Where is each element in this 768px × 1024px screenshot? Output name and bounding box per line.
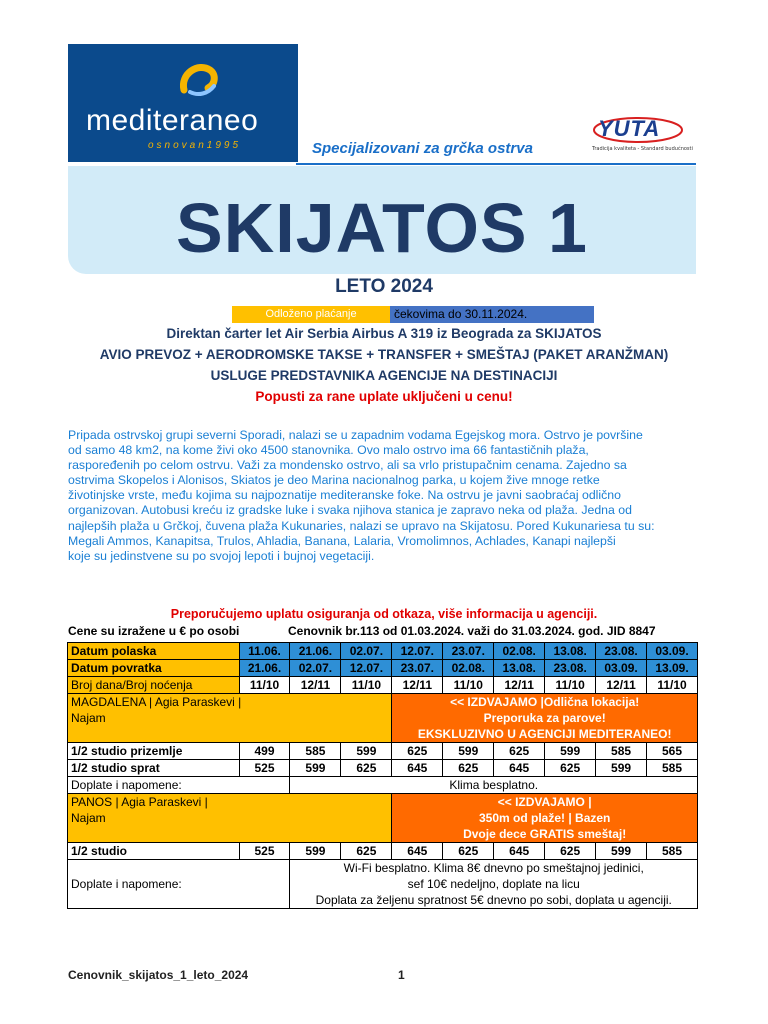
footer-filename: Cenovnik_skijatos_1_leto_2024 [68, 968, 249, 982]
nights-value: 11/10 [545, 677, 596, 694]
room-type-label: 1/2 studio prizemlje [68, 743, 240, 760]
price-cell: 599 [596, 760, 647, 777]
promo-line: Popusti za rane uplate uključeni u cenu! [255, 389, 513, 404]
departure-date: 02.07. [341, 643, 392, 660]
price-cell: 585 [647, 843, 698, 860]
hotel-highlight [392, 694, 698, 743]
nights-value: 11/10 [239, 677, 290, 694]
notes-row [68, 777, 698, 794]
price-cell: 525 [239, 843, 290, 860]
description-line: koje su jedinstvene su po svojoj lepoti i bujnoj vegetaciji. [68, 548, 375, 563]
price-cell: 625 [545, 843, 596, 860]
tagline: Specijalizovani za grčka ostrva [312, 140, 533, 157]
price-cell: 599 [596, 843, 647, 860]
description-line: Pripada ostrvskoj grupi severni Sporadi, nalazi se u zapadnim vodama Egejskog mora. Ostrvo je površine [68, 428, 643, 442]
price-cell: 585 [290, 743, 341, 760]
price-cell: 625 [341, 843, 392, 860]
highlight-line: << IZDVAJAMO |Odlična lokacija! [450, 695, 640, 709]
highlight-line: Preporuka za parove! [483, 711, 606, 725]
nights-value: 12/11 [494, 677, 545, 694]
destination-description [68, 428, 700, 564]
hotel-name-line: Najam [71, 711, 106, 725]
price-cell: 645 [392, 760, 443, 777]
return-date: 13.08. [494, 660, 545, 677]
highlight-line: 350m od plaže! | Bazen [478, 811, 611, 825]
price-cell: 599 [545, 743, 596, 760]
hotel-name-line: PANOS | Agia Paraskevi | [71, 795, 208, 809]
nights-row [68, 677, 698, 694]
deferred-payment-badge: Odloženo plaćanje [232, 306, 390, 323]
price-cell: 585 [596, 743, 647, 760]
highlight-line: Dvoje dece GRATIS smeštaj! [463, 827, 627, 841]
price-cell: 645 [494, 760, 545, 777]
nights-value: 12/11 [392, 677, 443, 694]
departure-date: 13.08. [545, 643, 596, 660]
price-cell: 625 [443, 760, 494, 777]
info-line-3: USLUGE PREDSTAVNIKA AGENCIJE NA DESTINACIJI [210, 368, 558, 383]
partner-name: YUTA [598, 116, 661, 141]
hotel-name-line: Najam [71, 811, 106, 825]
brand-founded: osnovan1995 [148, 140, 242, 151]
price-cell: 625 [494, 743, 545, 760]
wave-logo-icon [176, 60, 220, 104]
price-cell: 499 [239, 743, 290, 760]
description-line: najlepših plaža u Grčkoj, čuvena plaža Kukunaries, nalazi se upravo na Skijatosu. Pored Kukunariesa tu su: [68, 518, 655, 533]
season-label: LETO 2024 [335, 276, 433, 297]
room-price-row [68, 743, 698, 760]
room-type-label: 1/2 studio [68, 843, 240, 860]
departure-date: 23.07. [443, 643, 494, 660]
price-cell: 599 [341, 743, 392, 760]
notes-line: Wi-Fi besplatno. Klima 8€ dnevno po smeštajnoj jedinici, [343, 861, 644, 875]
description-line: raspoređenih po celom ostrvu. Važi za mondensko ostrvo, ali sa vrlo pristupačnim cenama. Zajedno sa [68, 458, 627, 473]
notes-label: Doplate i napomene: [68, 777, 290, 794]
return-date: 13.09. [647, 660, 698, 677]
price-cell: 645 [494, 843, 545, 860]
info-line-1: Direktan čarter let Air Serbia Airbus A 319 iz Beograda za SKIJATOS [166, 326, 602, 341]
price-cell: 599 [290, 843, 341, 860]
hotel-header-row [68, 694, 698, 743]
title-banner [68, 166, 696, 274]
description-line: životinjske vrste, među kojima su najpoznatije mediteranske foke. Na ostrvu je javni saobraćaj odlično [68, 488, 621, 503]
departure-date: 02.08. [494, 643, 545, 660]
pricelist-reference: Cenovnik br.113 od 01.03.2024. važi do 31.03.2024. god. JID 8847 [288, 624, 656, 638]
description-line: ostrvima Skopelos i Alonisos, Skiatos je deo Marina nacionalnog parka, u kojem žive mnoge retke [68, 473, 600, 488]
notes-text [290, 777, 698, 794]
checks-payment-badge: čekovima do 30.11.2024. [390, 306, 594, 323]
price-cell: 599 [290, 760, 341, 777]
description-line: od samo 48 km2, na kome živi oko 4500 stanovnika. Ovo malo ostrvo ima 66 fantastičnih plaža, [68, 443, 589, 458]
nights-value: 11/10 [443, 677, 494, 694]
departure-label: Datum polaska [68, 643, 240, 660]
price-cell: 565 [647, 743, 698, 760]
price-cell: 585 [647, 760, 698, 777]
hotel-name [68, 694, 392, 743]
departure-date: 03.09. [647, 643, 698, 660]
hotel-header-row [68, 794, 698, 843]
tagline-divider [296, 163, 696, 165]
description-line: Megali Ammos, Kanapitsa, Trulos, Ahladia, Banana, Lalaria, Vromolimnos, Achlades, Kanapi najlepši [68, 533, 616, 548]
departure-row [68, 643, 698, 660]
notes-row [68, 860, 698, 909]
price-table [67, 642, 698, 909]
price-cell: 625 [341, 760, 392, 777]
notes-text [290, 860, 698, 909]
nights-value: 11/10 [341, 677, 392, 694]
return-row [68, 660, 698, 677]
info-line-2: AVIO PREVOZ + AERODROMSKE TAKSE + TRANSFER + SMEŠTAJ (PAKET ARANŽMAN) [99, 347, 669, 362]
departure-date: 11.06. [239, 643, 290, 660]
departure-date: 23.08. [596, 643, 647, 660]
return-date: 12.07. [341, 660, 392, 677]
return-label: Datum povratka [68, 660, 240, 677]
notes-line: Klima besplatno. [449, 778, 539, 792]
price-cell: 625 [545, 760, 596, 777]
partner-slogan: Tradicija kvaliteta - Standard budućnosti [592, 146, 693, 152]
return-date: 02.07. [290, 660, 341, 677]
return-date: 02.08. [443, 660, 494, 677]
room-type-label: 1/2 studio sprat [68, 760, 240, 777]
mediteraneo-logo [68, 44, 298, 162]
hotel-name-line: MAGDALENA | Agia Paraskevi | [71, 695, 242, 709]
notes-line: Doplata za željenu spratnost 5€ dnevno po sobi, doplata u agenciji. [315, 893, 672, 907]
return-date: 23.08. [545, 660, 596, 677]
brand-name: mediteraneo [86, 104, 259, 137]
price-cell: 599 [443, 743, 494, 760]
price-cell: 625 [443, 843, 494, 860]
nights-value: 11/10 [647, 677, 698, 694]
nights-value: 12/11 [596, 677, 647, 694]
departure-date: 21.06. [290, 643, 341, 660]
nights-label: Broj dana/Broj noćenja [68, 677, 240, 694]
nights-value: 12/11 [290, 677, 341, 694]
hotel-name [68, 794, 392, 843]
description-line: organizovan. Autobusi kreću iz gradske luke i svaka njihova stanica je zapravo neka od plaža. Jedna od [68, 503, 632, 518]
room-price-row [68, 760, 698, 777]
return-date: 23.07. [392, 660, 443, 677]
footer-page-number: 1 [398, 968, 405, 982]
hotel-highlight [392, 794, 698, 843]
price-cell: 645 [392, 843, 443, 860]
departure-date: 12.07. [392, 643, 443, 660]
return-date: 21.06. [239, 660, 290, 677]
price-cell: 525 [239, 760, 290, 777]
page-title: SKIJATOS 1 [176, 189, 588, 267]
return-date: 03.09. [596, 660, 647, 677]
price-cell: 625 [392, 743, 443, 760]
notes-line: sef 10€ nedeljno, doplate na licu [407, 877, 580, 891]
highlight-line: << IZDVAJAMO | [497, 795, 592, 809]
currency-note: Cene su izražene u € po osobi [68, 624, 240, 638]
yuta-logo [592, 116, 693, 160]
highlight-line: EKSKLUZIVNO U AGENCIJI MEDITERANEO! [417, 727, 672, 741]
insurance-note: Preporučujemo uplatu osiguranja od otkaza, više informacija u agenciji. [170, 607, 598, 621]
notes-label: Doplate i napomene: [68, 860, 290, 909]
room-price-row [68, 843, 698, 860]
